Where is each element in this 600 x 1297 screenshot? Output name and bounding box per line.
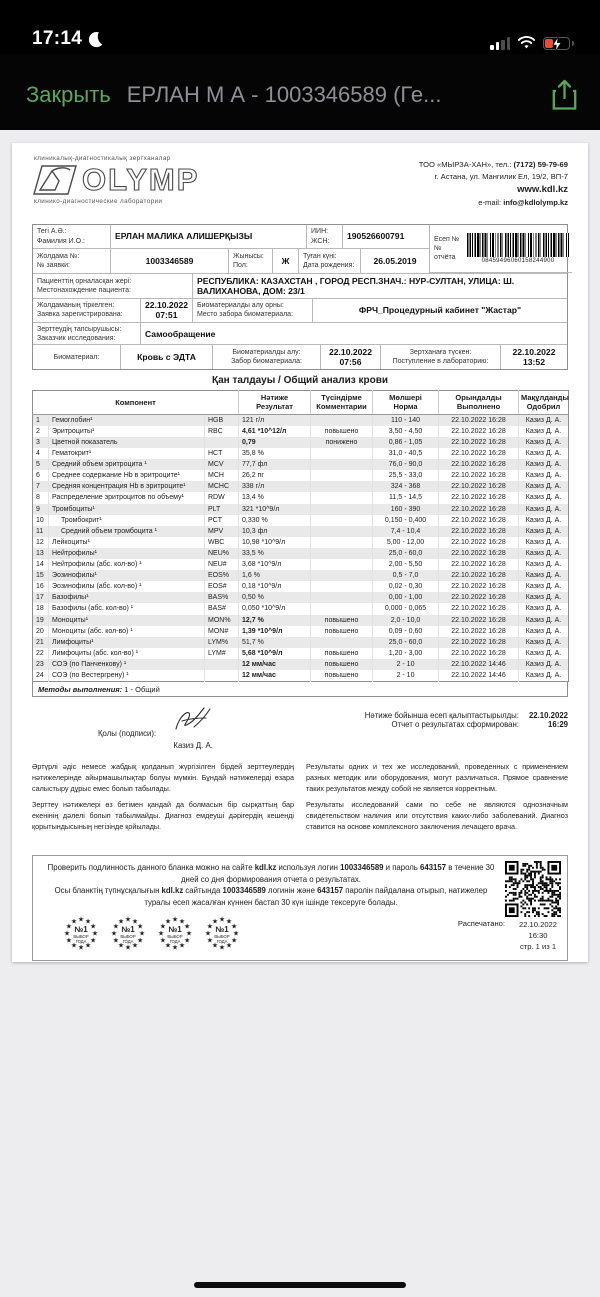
table-row: 16 Эозинофилы (абс. кол-во) ¹ EOS# 0,18 *10^9/л 0,02 - 0,30 22.10.2022 16:28 Казиз Д. А. <box>33 581 569 592</box>
methods-note: Методы выполнения: 1 - Общий <box>32 682 568 697</box>
svg-text:★: ★ <box>159 923 167 931</box>
table-row: 4 Гематокрит¹ HCT 35,8 % 31,0 - 40,5 22.10.2022 16:28 Казиз Д. А. <box>33 448 569 459</box>
company-website: www.kdl.kz <box>517 183 568 195</box>
approver-name: Казиз Д. А. <box>173 741 213 751</box>
svg-text:★: ★ <box>112 923 120 931</box>
printed-time: 16:30 <box>528 930 548 940</box>
table-row: 15 Эозинофилы¹ EOS% 1,6 % 0,5 - 7,0 22.10.2022 16:28 Казиз Д. А. <box>33 570 569 581</box>
award-stamp-icon <box>110 916 146 952</box>
svg-text:★: ★ <box>89 923 97 931</box>
patient-iin: 190526600791 <box>347 231 405 242</box>
wifi-icon <box>517 36 536 50</box>
document-header <box>32 155 568 217</box>
table-row: 8 Распределение эритроцитов по объему¹ RDW 13,4 % 11,5 - 14,5 22.10.2022 16:28 Казиз Д. А. <box>33 492 569 503</box>
award-stamp-icon <box>157 916 193 952</box>
svg-text:★: ★ <box>77 944 85 952</box>
svg-text:★: ★ <box>77 916 85 924</box>
patient-location: РЕСПУБЛИКА: КАЗАХСТАН , ГОРОД РЕСП.ЗНАЧ.: НУР-СУЛТАН, УЛИЦА: Ш. ВАЛИХАНОВА, ДОМ: 23/1 <box>197 275 515 296</box>
svg-text:★: ★ <box>124 916 132 924</box>
report-page <box>12 143 588 962</box>
svg-text:★: ★ <box>131 942 139 950</box>
svg-text:★: ★ <box>206 937 214 945</box>
svg-text:★: ★ <box>164 942 172 950</box>
svg-text:★: ★ <box>91 930 99 938</box>
svg-text:★: ★ <box>171 944 179 952</box>
verification-box <box>32 855 568 961</box>
status-bar <box>0 0 600 54</box>
report-barcode <box>464 225 572 272</box>
table-row: 17 Базофилы¹ BAS% 0,50 % 0,00 - 1,00 22.10.2022 16:28 Казиз Д. А. <box>33 592 569 603</box>
award-stamp-icon <box>63 916 99 952</box>
svg-text:★: ★ <box>117 942 125 950</box>
printed-date: 22.10.2022 <box>518 919 557 929</box>
report-formed-time: 16:29 <box>548 720 568 730</box>
signature-icon <box>170 705 216 735</box>
col-norm: Мөлшері Норма <box>373 391 439 415</box>
svg-text:★: ★ <box>63 930 71 938</box>
svg-text:★: ★ <box>164 917 172 925</box>
svg-text:★: ★ <box>225 942 233 950</box>
results-table <box>32 390 569 682</box>
svg-text:★: ★ <box>178 942 186 950</box>
svg-text:ГОДА: ГОДА <box>122 938 134 944</box>
cellular-signal-icon <box>490 37 510 50</box>
table-row: 21 Лимфоциты¹ LYM% 51,7 % 25,0 - 60,0 22.10.2022 16:28 Казиз Д. А. <box>33 637 569 648</box>
col-done: Орындалды Выполнено <box>439 391 519 415</box>
svg-text:ГОДА: ГОДА <box>169 938 181 944</box>
table-row: 23 СОЭ (по Панченкову) ¹ 12 мм/час повышено 2 - 10 22.10.2022 14:46 Казиз Д. А. <box>33 659 569 670</box>
table-row: 13 Нейтрофилы¹ NEU% 33,5 % 25,0 - 60,0 22.10.2022 16:28 Казиз Д. А. <box>33 548 569 559</box>
svg-text:№1: №1 <box>74 924 88 934</box>
svg-text:★: ★ <box>157 930 165 938</box>
col-comment: Түсіндірме Комментарии <box>311 391 373 415</box>
company-info: ТОО «МЫРЗА-ХАН», тел.: (7172) 59-79-69 г. Астана, ул. Мангилик Ел, 19/2, ВП-7 www.kdl.kz e-mail: info@kdlolymp.kz <box>418 160 568 208</box>
table-row: 2 Эритроциты¹ RBC 4,61 *10^12/л повышено 3,50 - 4,50 22.10.2022 16:28 Казиз Д. А. <box>33 426 569 437</box>
table-row: 6 Среднее содержание Hb в эритроците¹ MCH 26,2 пг 25,5 - 33,0 22.10.2022 16:28 Казиз Д. А. <box>33 470 569 481</box>
svg-text:ВЫБОР: ВЫБОР <box>120 933 136 939</box>
table-row: 14 Нейтрофилы (абс. кол-во) ¹ NEU# 3,68 *10^9/л 2,00 - 5,50 22.10.2022 16:28 Казиз Д. А. <box>33 559 569 570</box>
table-row: 7 Средняя концентрация Hb в эритроците¹ MCHC 338 г/л 324 - 368 22.10.2022 16:28 Казиз Д. А. <box>33 481 569 492</box>
logo-wordmark: OLYMP <box>82 162 200 198</box>
patient-dob: 26.05.2019 <box>373 255 417 266</box>
svg-text:№1: №1 <box>121 924 135 934</box>
svg-text:★: ★ <box>159 937 167 945</box>
svg-text:★: ★ <box>70 942 78 950</box>
table-row: 3 Цветной показатель 0,79 понижено 0,86 - 1,05 22.10.2022 16:28 Казиз Д. А. <box>33 437 569 448</box>
home-indicator[interactable] <box>194 1282 406 1288</box>
svg-text:★: ★ <box>65 937 73 945</box>
svg-text:ГОДА: ГОДА <box>75 938 87 944</box>
svg-text:★: ★ <box>183 923 191 931</box>
page-counter: стр. 1 из 1 <box>519 941 557 951</box>
table-row: 24 СОЭ (по Вестергрену) ¹ 12 мм/час повышено 2 - 10 22.10.2022 14:46 Казиз Д. А. <box>33 670 569 682</box>
olymp-logo-mark-icon <box>32 163 78 197</box>
document-viewer[interactable] <box>0 130 600 1297</box>
results-header-row <box>33 391 569 415</box>
document-title: ЕРЛАН М А - 1003346589 (Ге... <box>126 82 442 107</box>
olymp-logo <box>32 155 262 205</box>
battery-charging-icon <box>543 37 570 50</box>
company-email: info@kdlolymp.kz <box>503 198 568 208</box>
clock: 17:14 <box>32 28 83 49</box>
barcode-number: 08459496060158244900 <box>481 258 555 264</box>
svg-text:№1: №1 <box>215 924 229 934</box>
col-result: Нәтиже Результат <box>239 391 311 415</box>
svg-text:★: ★ <box>206 923 214 931</box>
svg-text:★: ★ <box>185 930 193 938</box>
signature-label: Қолы (подписи): <box>98 729 157 739</box>
printed-info: Распечатано: 22.10.2022 16:30 стр. 1 из 1 <box>457 918 557 951</box>
svg-text:№1: №1 <box>168 924 182 934</box>
award-stamp-icon <box>204 916 240 952</box>
svg-text:★: ★ <box>65 923 73 931</box>
table-row: 19 Моноциты¹ MON% 12,7 % повышено 2,0 - 10,0 22.10.2022 16:28 Казиз Д. А. <box>33 615 569 626</box>
svg-text:★: ★ <box>230 937 238 945</box>
svg-text:★: ★ <box>232 930 240 938</box>
table-row: 20 Моноциты (абс. кол-во) ¹ MON# 1,39 *10^9/л повышено 0,09 - 0,60 22.10.2022 16:28 Казиз Д. А. <box>33 626 569 637</box>
svg-text:★: ★ <box>230 923 238 931</box>
svg-text:ВЫБОР: ВЫБОР <box>167 933 183 939</box>
share-icon[interactable] <box>551 79 578 111</box>
table-row: 11 Средний объем тромбоцита ¹ MPV 10,3 фл 7,4 - 10,4 22.10.2022 16:28 Казиз Д. А. <box>33 526 569 537</box>
svg-text:★: ★ <box>70 917 78 925</box>
table-row: 1 Гемоглобин¹ HGB 121 г/л 110 - 140 22.10.2022 16:28 Казиз Д. А. <box>33 414 569 426</box>
svg-text:★: ★ <box>211 917 219 925</box>
svg-text:★: ★ <box>110 930 118 938</box>
svg-text:★: ★ <box>218 916 226 924</box>
collection-site: ФРЧ_Процедурный кабинет "Жастар" <box>358 305 522 316</box>
study-customer: Самообращение <box>145 328 216 339</box>
svg-text:★: ★ <box>178 917 186 925</box>
nav-bar <box>0 54 600 130</box>
verify-line-kk: Осы бланктің түпнұсқалығын kdl.kz сайтында 1003346589 логинін және 643157 паролін пайдалана отырып, натижелер туралы есеп жасалған күннен бастап 30 күн ішінде тексеруге болады. <box>54 886 488 907</box>
qr-code <box>505 861 561 917</box>
svg-text:★: ★ <box>183 937 191 945</box>
svg-text:ГОДА: ГОДА <box>216 938 228 944</box>
col-component: Компонент <box>33 391 239 415</box>
table-row: 18 Базофилы (абс. кол-во) ¹ BAS# 0,050 *10^9/л 0,000 - 0,065 22.10.2022 16:28 Казиз Д. А. <box>33 603 569 614</box>
patient-name: ЕРЛАН МАЛИКА АЛИШЕРҚЫЗЫ <box>115 231 253 242</box>
logo-caption-kk: клиникалық-диагностикалық зертханалар <box>34 155 171 162</box>
patient-sex: Ж <box>281 255 290 266</box>
svg-text:★: ★ <box>84 942 92 950</box>
svg-text:★: ★ <box>112 937 120 945</box>
signature-block: Қолы (подписи): Казиз Д. А. Нәтиже бойынша есеп қалыптастырылды: Отчет о результатах сформирован: 22.10.2022 16:29 <box>32 705 568 750</box>
biomaterial: Кровь с ЭДТА <box>137 352 196 363</box>
table-row: 10 Тромбокрит¹ PCT 0,330 % 0,150 - 0,400 22.10.2022 16:28 Казиз Д. А. <box>33 515 569 526</box>
svg-text:★: ★ <box>218 944 226 952</box>
svg-text:★: ★ <box>136 923 144 931</box>
close-button[interactable]: Закрыть <box>26 82 111 107</box>
report-title: Қан талдауы / Общий анализ крови <box>211 375 389 387</box>
table-row: 9 Тромбоциты¹ PLT 321 *10^9/л 160 - 390 22.10.2022 16:28 Казиз Д. А. <box>33 504 569 515</box>
award-stamps <box>63 916 497 952</box>
verify-line-ru: Проверить подлинность данного бланка можно на сайте kdl.kz используя логин 1003346589 и пароль 643157 в течение 30 дней со дня формирования отчета о результатах. <box>47 862 495 884</box>
logo-caption-ru: клинико-диагностические лаборатории <box>34 198 163 205</box>
svg-text:ВЫБОР: ВЫБОР <box>214 933 230 939</box>
svg-text:★: ★ <box>136 937 144 945</box>
svg-text:★: ★ <box>89 937 97 945</box>
moon-icon <box>87 31 104 48</box>
svg-text:★: ★ <box>117 917 125 925</box>
patient-info-table: Тегі А.Ә.: Фамилия И.О.: ЕРЛАН МАЛИКА АЛИШЕРҚЫЗЫ ИИН: ЖСН: 190526600791 Жолдама №: № заявки: 1003346589 Жынысы: Пол: Ж Туған күні: Дата рождения: 26.05.2019 Есеп № № отчёта 08459496060158244900 Пациенттің орналасқан жері: Местонахождение пациента: РЕСПУБЛИКА: КАЗАХСТАН , ГОРОД РЕСП.ЗНАЧ.: НУР-СУЛТАН, УЛИЦА: Ш. ВАЛИХАНОВА, ДОМ: 23/1 Жолдаманың тіркелген: Заявка зарегистрирована: 22.10.2022 07:51 Биоматериалды алу орны: Место забора биоматериала: ФРЧ_Процедурный кабинет "Жастар" Зерттеудің тапсырушысы: Заказчик исследования: Самообращение Биоматериал: Кровь с ЭДТА Биоматериалды алу: Забор биоматериала: 22.10.2022 07:56 Зертханаға түскен: Поступление в лабораторию: 22.10.2022 13:52 <box>32 224 568 370</box>
request-number: 1003346589 <box>145 255 194 266</box>
table-row: 22 Лимфоциты (абс. кол-во) ¹ LYM# 5,68 *10^9/л повышено 1,20 - 3,00 22.10.2022 16:28 Казиз Д. А. <box>33 648 569 659</box>
svg-text:★: ★ <box>225 917 233 925</box>
svg-text:★: ★ <box>124 944 132 952</box>
report-formed-date: 22.10.2022 <box>528 711 568 721</box>
svg-text:★: ★ <box>204 930 212 938</box>
svg-text:ВЫБОР: ВЫБОР <box>73 933 89 939</box>
svg-text:★: ★ <box>138 930 146 938</box>
svg-text:★: ★ <box>84 917 92 925</box>
disclaimer: Әртүрлі әдіс немесе жабдық қолданып жүргізілген бірдей зерттеулердің нәтижелерінде айырмашылықтар болуы мүмкін. Бұндай нәтижелерді өзара салыстыру дұрыс емес болып табылады. Зерттеу нәтижелері өз бетімен қандай да болмасын бір сырқаттың бар екенінің дәлелі болып табылмайды. Диагноз емдеуші дәрігердің кешенді қорытындысының негізінде қойылады. Результаты одних и тех же исследований, проведенных с применением разных методик или оборудования, могут различаться. Прямое сравнение таких результатов между собой не является корректным. Результаты исследований сами по себе не являются однозначным свидетельством наличия или отсутствия каких-либо заболеваний. Диагноз ставится на основе комплексного заключения лечащего врача. <box>32 762 568 832</box>
svg-text:★: ★ <box>131 917 139 925</box>
table-row: 5 Средний объем эритроцита ¹ MCV 77,7 фл 76,0 - 90,0 22.10.2022 16:28 Казиз Д. А. <box>33 459 569 470</box>
svg-text:★: ★ <box>211 942 219 950</box>
col-approved: Мақұлданды Одобрил <box>519 391 569 415</box>
svg-text:★: ★ <box>171 916 179 924</box>
table-row: 12 Лейкоциты¹ WBC 10,98 *10^9/л 5,00 - 12,00 22.10.2022 16:28 Казиз Д. А. <box>33 537 569 548</box>
